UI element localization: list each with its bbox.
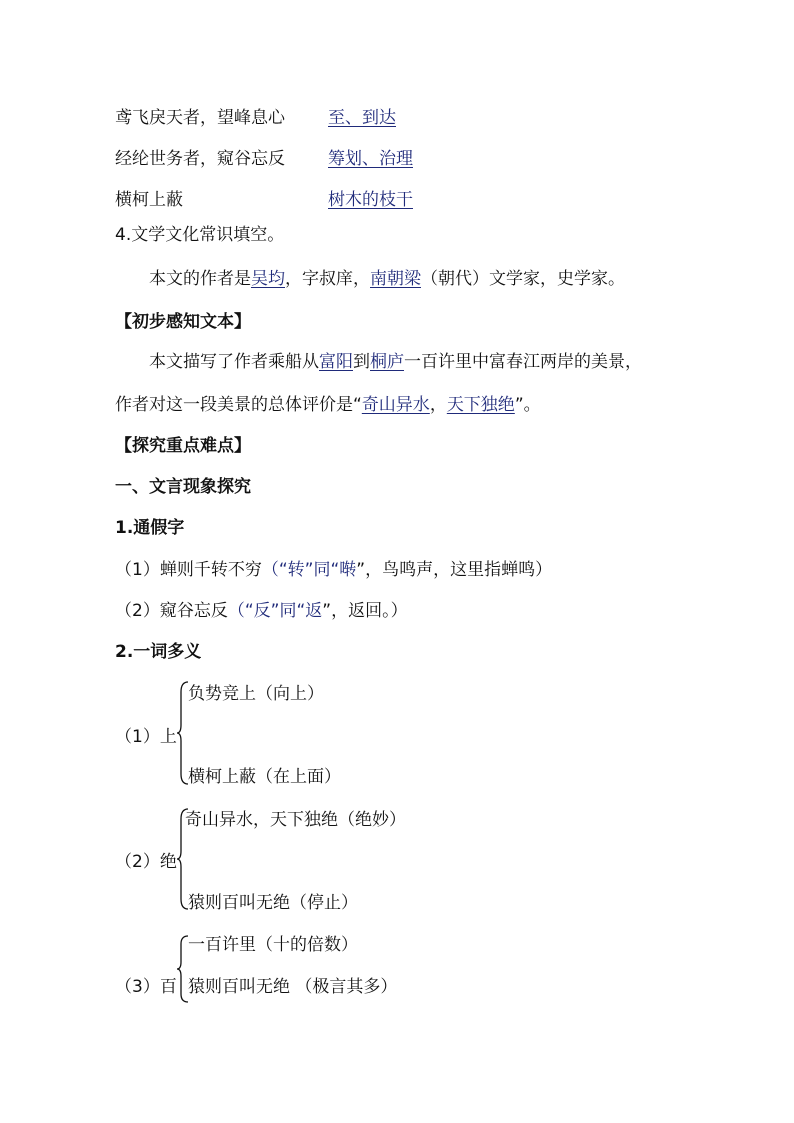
perception-p2-comma: ， (429, 395, 447, 415)
perception-p1-mid: 到 (353, 352, 370, 372)
item4-paragraph (149, 268, 625, 290)
perception-p2-prefix: 作者对这一段美景的总体评价是“ (115, 395, 362, 415)
polysemy-top-2: 奇山异水，天下独绝（绝妙） (185, 810, 406, 830)
polysemy-top-1: 负势竞上（向上） (188, 684, 324, 704)
section-title-explore: 【探究重点难点】 (115, 436, 251, 456)
subsection-title-classical: 一、文言现象探究 (115, 477, 251, 497)
item4-prefix: 本文的作者是 (149, 269, 251, 289)
vocab-phrase-2: 经纶世务者，窥谷忘反 (115, 149, 285, 169)
evaluation-answer-1: 奇山异水 (361, 395, 430, 415)
vocab-meaning-1: 至、到达 (328, 108, 396, 128)
perception-p1-suffix: 一百许里中富春江两岸的美景， (404, 352, 642, 372)
tongjia-item-1 (115, 559, 552, 581)
tongjia-char-a: 反 (253, 601, 271, 621)
vocab-meaning-3: 树木的枝干 (328, 190, 413, 210)
to-place-answer: 桐庐 (370, 352, 404, 372)
tongjia-char-b: 啭 (339, 560, 357, 580)
evaluation-answer-2: 天下独绝 (446, 395, 515, 415)
tongjia-note-open: （“ (261, 560, 288, 580)
polysemy-label-2: （2）绝 (115, 852, 177, 872)
from-place-answer: 富阳 (319, 352, 353, 372)
tongjia-num: （2） (115, 601, 160, 621)
tongjia-char-a: 转 (287, 560, 305, 580)
polysemy-label-1: （1）上 (115, 727, 177, 747)
tongjia-char-b: 返 (305, 601, 323, 621)
item4-mid: ，字叔庠， (285, 269, 370, 289)
polysemy-label-3: （3）百 (115, 977, 177, 997)
polysemy-top-3: 一百许里（十的倍数） (188, 935, 358, 955)
vocab-meaning-2: 筹划、治理 (328, 149, 413, 169)
tongjia-note-mid: ”同“ (304, 560, 340, 580)
tongjia-item-2 (115, 600, 408, 622)
tongjia-text: 窥谷忘反 (159, 601, 228, 621)
perception-p2-suffix: ”。 (514, 395, 541, 415)
perception-paragraph-2 (115, 394, 541, 416)
item4-suffix: （朝代）文学家，史学家。 (421, 269, 625, 289)
polysemy-title: 2.一词多义 (115, 642, 202, 662)
vocab-phrase-3: 横柯上蔽 (115, 190, 183, 210)
perception-p1-prefix: 本文描写了作者乘船从 (149, 352, 319, 372)
tongjia-note-mid: ”同“ (270, 601, 306, 621)
perception-paragraph-1 (149, 351, 642, 373)
section-title-perception: 【初步感知文本】 (115, 312, 251, 332)
vocab-phrase-1: 鸢飞戾天者，望峰息心 (115, 108, 285, 128)
tongjia-title: 1.通假字 (115, 518, 185, 538)
dynasty-answer: 南朝梁 (370, 269, 421, 289)
tongjia-text: 蝉则千转不穷 (159, 560, 262, 580)
tongjia-note-rest: ”，鸟鸣声，这里指蝉鸣） (356, 560, 553, 580)
polysemy-bottom-1: 横柯上蔽（在上面） (188, 767, 341, 787)
author-answer: 吴均 (251, 269, 285, 289)
tongjia-note-open: （“ (227, 601, 254, 621)
tongjia-num: （1） (115, 560, 160, 580)
item4-heading: 4.文学文化常识填空。 (115, 225, 285, 245)
polysemy-bottom-3: 猿则百叫无绝 （极言其多） (188, 977, 398, 997)
polysemy-bottom-2: 猿则百叫无绝（停止） (188, 893, 358, 913)
tongjia-note-rest: ”，返回。） (322, 601, 408, 621)
